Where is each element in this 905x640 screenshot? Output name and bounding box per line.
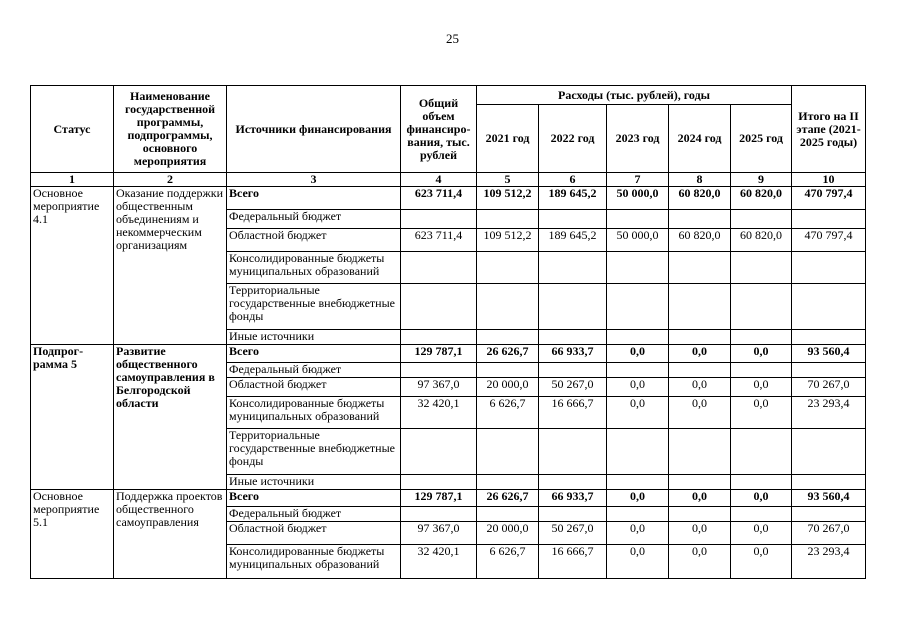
amount-cell: 189 645,2 xyxy=(539,229,607,252)
header-expenses: Расходы (тыс. рублей), годы xyxy=(477,86,792,105)
funding-source: Федеральный бюджет xyxy=(227,363,401,378)
amount-cell xyxy=(669,363,731,378)
amount-cell xyxy=(401,429,477,475)
amount-cell: 189 645,2 xyxy=(539,187,607,210)
header-program-name: Наименование государственной программы, подпрограммы, основного мероприятия xyxy=(114,86,227,173)
column-index: 10 xyxy=(792,173,866,187)
amount-cell: 97 367,0 xyxy=(401,378,477,397)
amount-cell: 16 666,7 xyxy=(539,397,607,429)
header-stage-total: Итого на II этапе (2021-2025 годы) xyxy=(792,86,866,173)
amount-cell: 66 933,7 xyxy=(539,490,607,507)
amount-cell xyxy=(731,210,792,229)
column-index: 1 xyxy=(31,173,114,187)
amount-cell: 0,0 xyxy=(669,345,731,363)
amount-cell xyxy=(477,284,539,330)
amount-cell xyxy=(731,475,792,490)
amount-cell xyxy=(477,330,539,345)
amount-cell: 470 797,4 xyxy=(792,229,866,252)
amount-cell xyxy=(607,429,669,475)
amount-cell: 0,0 xyxy=(731,490,792,507)
amount-cell xyxy=(731,429,792,475)
amount-cell xyxy=(477,252,539,284)
amount-cell: 0,0 xyxy=(669,490,731,507)
amount-cell xyxy=(607,475,669,490)
amount-cell: 97 367,0 xyxy=(401,522,477,545)
header-year-2025: 2025 год xyxy=(731,105,792,173)
amount-cell: 60 820,0 xyxy=(731,187,792,210)
amount-cell: 50 000,0 xyxy=(607,187,669,210)
amount-cell: 6 626,7 xyxy=(477,545,539,579)
header-year-2024: 2024 год xyxy=(669,105,731,173)
amount-cell xyxy=(477,363,539,378)
row-program-name: Оказание поддержки общественным объединениям и некоммерческим организациям xyxy=(114,187,227,345)
amount-cell: 0,0 xyxy=(607,345,669,363)
amount-cell: 93 560,4 xyxy=(792,490,866,507)
amount-cell: 0,0 xyxy=(669,545,731,579)
amount-cell: 0,0 xyxy=(731,345,792,363)
amount-cell: 0,0 xyxy=(607,397,669,429)
column-index: 7 xyxy=(607,173,669,187)
amount-cell xyxy=(669,507,731,522)
amount-cell: 0,0 xyxy=(731,522,792,545)
amount-cell xyxy=(539,284,607,330)
row-status: Основное мероприятие 5.1 xyxy=(31,490,114,579)
amount-cell xyxy=(731,284,792,330)
amount-cell xyxy=(539,363,607,378)
amount-cell xyxy=(401,210,477,229)
amount-cell xyxy=(607,363,669,378)
amount-cell xyxy=(792,363,866,378)
amount-cell xyxy=(607,210,669,229)
amount-cell xyxy=(401,363,477,378)
row-program-name: Развитие общественного самоуправления в Белгородской области xyxy=(114,345,227,490)
amount-cell xyxy=(401,507,477,522)
header-status: Статус xyxy=(31,86,114,173)
funding-source: Консолидированные бюджеты муниципальных образований xyxy=(227,397,401,429)
funding-source: Иные источники xyxy=(227,330,401,345)
amount-cell xyxy=(669,429,731,475)
amount-cell xyxy=(792,210,866,229)
amount-cell: 60 820,0 xyxy=(669,229,731,252)
amount-cell xyxy=(669,475,731,490)
amount-cell xyxy=(401,252,477,284)
amount-cell xyxy=(539,475,607,490)
amount-cell xyxy=(539,507,607,522)
amount-cell: 23 293,4 xyxy=(792,397,866,429)
amount-cell: 109 512,2 xyxy=(477,187,539,210)
amount-cell xyxy=(477,210,539,229)
funding-source: Всего xyxy=(227,187,401,210)
column-index: 4 xyxy=(401,173,477,187)
header-sources: Источники финансирования xyxy=(227,86,401,173)
column-index: 8 xyxy=(669,173,731,187)
funding-source: Территориальные государственные внебюджетные фонды xyxy=(227,429,401,475)
table-body xyxy=(31,187,866,579)
amount-cell: 0,0 xyxy=(731,545,792,579)
amount-cell xyxy=(607,284,669,330)
amount-cell: 70 267,0 xyxy=(792,378,866,397)
funding-source: Областной бюджет xyxy=(227,522,401,545)
amount-cell xyxy=(669,210,731,229)
column-index: 9 xyxy=(731,173,792,187)
amount-cell xyxy=(792,252,866,284)
amount-cell xyxy=(401,330,477,345)
amount-cell xyxy=(792,330,866,345)
financing-table xyxy=(30,85,866,579)
amount-cell xyxy=(539,210,607,229)
funding-source: Всего xyxy=(227,490,401,507)
amount-cell xyxy=(607,330,669,345)
amount-cell: 0,0 xyxy=(607,522,669,545)
amount-cell xyxy=(539,252,607,284)
amount-cell xyxy=(792,475,866,490)
funding-source: Консолидированные бюджеты муниципальных образований xyxy=(227,252,401,284)
amount-cell xyxy=(477,507,539,522)
amount-cell: 0,0 xyxy=(607,378,669,397)
column-index: 6 xyxy=(539,173,607,187)
amount-cell xyxy=(401,475,477,490)
funding-source: Территориальные государственные внебюджетные фонды xyxy=(227,284,401,330)
amount-cell xyxy=(669,330,731,345)
amount-cell: 623 711,4 xyxy=(401,187,477,210)
amount-cell: 109 512,2 xyxy=(477,229,539,252)
amount-cell: 93 560,4 xyxy=(792,345,866,363)
amount-cell xyxy=(731,252,792,284)
amount-cell xyxy=(477,429,539,475)
funding-source: Федеральный бюджет xyxy=(227,507,401,522)
amount-cell: 70 267,0 xyxy=(792,522,866,545)
funding-source: Всего xyxy=(227,345,401,363)
amount-cell xyxy=(669,284,731,330)
table-row xyxy=(31,490,866,507)
amount-cell: 470 797,4 xyxy=(792,187,866,210)
column-index: 5 xyxy=(477,173,539,187)
amount-cell: 0,0 xyxy=(669,397,731,429)
amount-cell xyxy=(669,252,731,284)
amount-cell: 623 711,4 xyxy=(401,229,477,252)
amount-cell: 26 626,7 xyxy=(477,345,539,363)
table-row xyxy=(31,187,866,210)
amount-cell xyxy=(792,284,866,330)
amount-cell: 6 626,7 xyxy=(477,397,539,429)
amount-cell: 0,0 xyxy=(607,545,669,579)
amount-cell: 26 626,7 xyxy=(477,490,539,507)
funding-source: Областной бюджет xyxy=(227,378,401,397)
funding-source: Консолидированные бюджеты муниципальных образований xyxy=(227,545,401,579)
amount-cell: 23 293,4 xyxy=(792,545,866,579)
amount-cell: 0,0 xyxy=(731,397,792,429)
header-total-volume: Общий объем финансиро-вания, тыс. рублей xyxy=(401,86,477,173)
amount-cell xyxy=(401,284,477,330)
amount-cell xyxy=(539,429,607,475)
amount-cell: 32 420,1 xyxy=(401,545,477,579)
column-index-row xyxy=(31,173,866,187)
header-year-2022: 2022 год xyxy=(539,105,607,173)
row-status: Подпрог-рамма 5 xyxy=(31,345,114,490)
column-index: 3 xyxy=(227,173,401,187)
table-row xyxy=(31,345,866,363)
header-year-2021: 2021 год xyxy=(477,105,539,173)
amount-cell: 66 933,7 xyxy=(539,345,607,363)
amount-cell xyxy=(792,429,866,475)
page-number: 25 xyxy=(446,31,459,46)
amount-cell xyxy=(477,475,539,490)
amount-cell xyxy=(731,507,792,522)
amount-cell: 60 820,0 xyxy=(669,187,731,210)
amount-cell: 0,0 xyxy=(669,378,731,397)
amount-cell: 60 820,0 xyxy=(731,229,792,252)
amount-cell: 129 787,1 xyxy=(401,490,477,507)
amount-cell xyxy=(607,252,669,284)
header-year-2023: 2023 год xyxy=(607,105,669,173)
amount-cell: 0,0 xyxy=(731,378,792,397)
amount-cell xyxy=(731,330,792,345)
amount-cell: 20 000,0 xyxy=(477,522,539,545)
amount-cell: 129 787,1 xyxy=(401,345,477,363)
amount-cell xyxy=(539,330,607,345)
funding-source: Областной бюджет xyxy=(227,229,401,252)
amount-cell: 20 000,0 xyxy=(477,378,539,397)
amount-cell: 50 267,0 xyxy=(539,378,607,397)
amount-cell: 50 267,0 xyxy=(539,522,607,545)
funding-source: Иные источники xyxy=(227,475,401,490)
amount-cell xyxy=(731,363,792,378)
amount-cell: 0,0 xyxy=(607,490,669,507)
amount-cell xyxy=(792,507,866,522)
column-index: 2 xyxy=(114,173,227,187)
amount-cell: 16 666,7 xyxy=(539,545,607,579)
row-status: Основное мероприятие 4.1 xyxy=(31,187,114,345)
amount-cell xyxy=(607,507,669,522)
amount-cell: 32 420,1 xyxy=(401,397,477,429)
funding-source: Федеральный бюджет xyxy=(227,210,401,229)
row-program-name: Поддержка проектов общественного самоуправления xyxy=(114,490,227,579)
amount-cell: 50 000,0 xyxy=(607,229,669,252)
amount-cell: 0,0 xyxy=(669,522,731,545)
